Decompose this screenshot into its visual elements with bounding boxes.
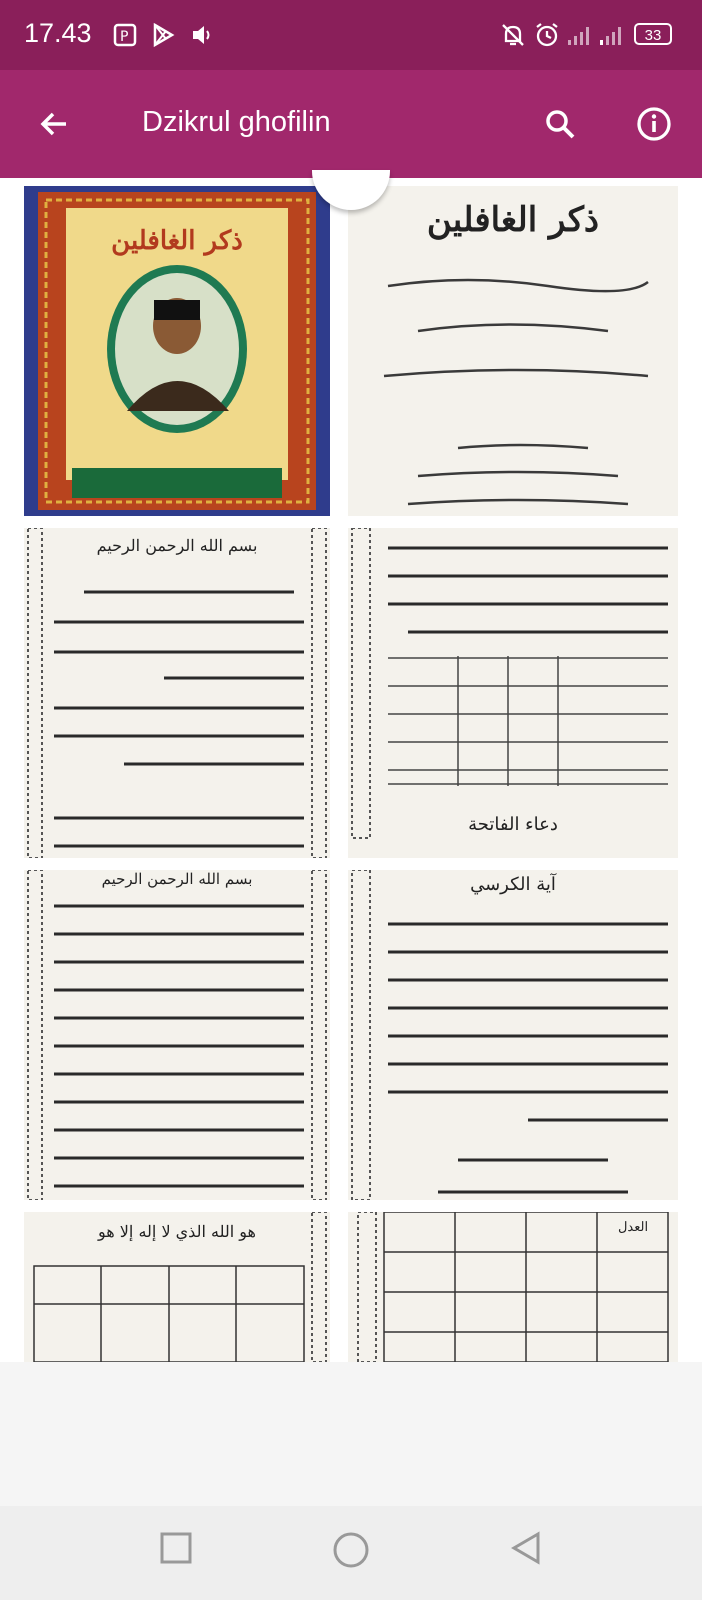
- table-first-cell: العدل: [617, 1220, 649, 1235]
- page-thumbnail-7[interactable]: [24, 1212, 330, 1362]
- battery-icon: [634, 23, 672, 45]
- page-thumbnail-8[interactable]: [348, 1212, 678, 1362]
- system-nav-bar: [0, 1506, 702, 1600]
- signal-icon: [566, 22, 594, 48]
- page-heading: هو الله الذي لا إله إلا هو: [98, 1222, 256, 1241]
- title-page-heading: ذكر الغافلين: [426, 200, 600, 240]
- signal-icon: [598, 22, 626, 48]
- back-triangle-icon[interactable]: [508, 1530, 544, 1566]
- page-heading: آية الكرسي: [470, 874, 556, 895]
- app-bar: [0, 70, 702, 178]
- parking-icon: [112, 22, 138, 48]
- page-text-lines: [348, 870, 678, 1200]
- recents-square-icon[interactable]: [158, 1530, 194, 1566]
- page-heading: بسم الله الرحمن الرحيم: [96, 536, 258, 555]
- alarm-icon: [534, 22, 560, 48]
- app-title: Dzikrul ghofilin: [142, 106, 331, 138]
- play-store-icon: [150, 22, 176, 48]
- status-time: 17.43: [24, 18, 92, 48]
- page-thumbnail-6[interactable]: [348, 870, 678, 1200]
- info-icon[interactable]: [634, 104, 674, 144]
- page-heading: دعاء الفاتحة: [468, 814, 558, 835]
- page-thumbnail-2[interactable]: [348, 186, 678, 516]
- home-circle-icon[interactable]: [331, 1530, 371, 1570]
- svg-text:P: P: [120, 29, 129, 45]
- status-bar: [0, 0, 702, 70]
- battery-level: 33: [644, 27, 662, 44]
- cover-title: ذكر الغافلين: [111, 226, 243, 256]
- page-text-lines: [24, 870, 330, 1200]
- page-thumbnail-5[interactable]: [24, 870, 330, 1200]
- page-thumbnail-grid: [0, 178, 702, 1362]
- page-text-lines: [348, 528, 678, 858]
- page-thumbnail-3[interactable]: [24, 528, 330, 858]
- page-thumbnail-1[interactable]: [24, 186, 330, 516]
- volume-icon: [190, 22, 216, 48]
- page-text-lines: [24, 528, 330, 858]
- page-thumbnail-4[interactable]: [348, 528, 678, 858]
- page-heading: بسم الله الرحمن الرحيم: [101, 870, 253, 888]
- search-icon[interactable]: [540, 104, 580, 144]
- notifications-off-icon: [500, 22, 526, 48]
- arrow-back-icon[interactable]: [34, 104, 74, 144]
